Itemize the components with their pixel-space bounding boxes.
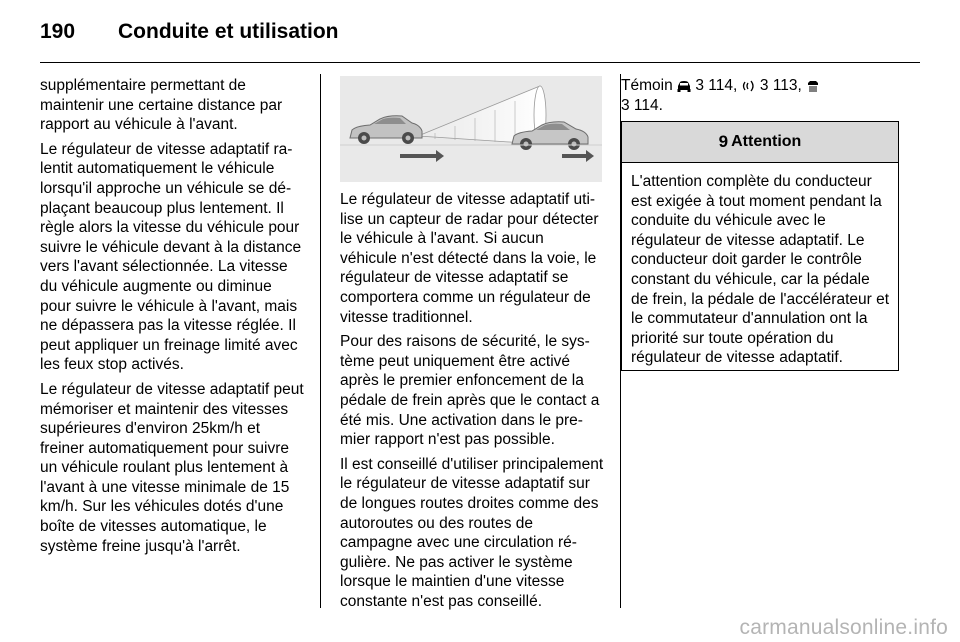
page-reference[interactable]: 114. (629, 96, 663, 114)
watermark: carmanualsonline.info (739, 616, 948, 639)
page-reference[interactable]: 113, (768, 77, 807, 94)
paragraph: Il est conseillé d'utiliser principalement le régulateur de vitesse adaptatif sur de longues routes droites comme des autoroutes ou des routes de campagne avec une circulation régulière. Ne pas activer le système lorsque le maintien d'une vitesse constante n'est pas conseillé. (340, 455, 604, 610)
direction-arrow-icon (562, 150, 594, 162)
column-right (621, 76, 901, 120)
attention-title: Attention (731, 133, 802, 150)
column-divider (320, 74, 321, 608)
attention-header (622, 122, 898, 163)
radar-waves-icon (742, 80, 756, 92)
page-number: 190 (40, 20, 76, 43)
temoin-label: Témoin (621, 77, 673, 94)
paragraph: supplémentaire permettant de maintenir une certaine distance par rapport au véhicule à l'avant. (40, 77, 283, 134)
reference-arrow: 3 (759, 77, 769, 94)
paragraph: Le régulateur de vitesse adaptatif peut mémoriser et maintenir des vitesses supérieures d'environ 25km/h et freiner automatiquement pour suivre un véhicule roulant plus lentement à l'avant à une vitesse minimale de 15 km/h. Sur les véhicules dotés d'une boîte de vitesses automatique, le système freine jusqu'à l'arrêt. (40, 380, 304, 555)
attention-box (621, 121, 899, 371)
column-left (40, 76, 304, 561)
column-middle (340, 190, 604, 616)
own-car-icon (350, 116, 422, 144)
page-header (40, 18, 920, 63)
paragraph: Le régulateur de vitesse adaptatif utilise un capteur de radar pour détecter le véhicule à l'avant. Si aucun véhicule n'est détecté dans la voie, le régulateur de vitesse adaptatif se comportera comme un régulateur de vitesse traditionnel. (340, 191, 599, 326)
warning-icon: 9 (718, 132, 729, 151)
reference-arrow: 3 (695, 77, 704, 94)
acc-radar-illustration (340, 76, 602, 182)
reference-arrow: 3 (621, 96, 630, 114)
direction-arrow-icon (400, 150, 444, 162)
section-title: Conduite et utilisation (118, 20, 339, 43)
car-front-icon (677, 80, 691, 92)
indicator-reference (621, 76, 901, 115)
illustration-svg (340, 76, 602, 182)
page-reference[interactable]: 114, (703, 77, 742, 94)
paragraph: Pour des raisons de sécurité, le système peut uniquement être activé après le premier enfoncement de la pédale de frein après que le contact a été mis. Une activation dans le premier rapport n'est pas possible. (340, 333, 600, 449)
paragraph: Le régulateur de vitesse adaptatif ralentit automatiquement le véhicule lorsqu'il approche un véhicule se déplaçant beaucoup plus lentement. Il règle alors la vitesse du véhicule pour suivre le véhicule devant à la distance vers l'avant sélectionnée. La vitesse du véhicule augmente ou diminue pour suivre le véhicule à l'avant, mais ne dépassera pas la vitesse réglée. Il peut appliquer un freinage limité avec les feux stop activés. (40, 140, 302, 374)
car-distance-icon (806, 80, 820, 92)
attention-body: L'attention complète du conducteur est exigée à tout moment pendant la conduite du véhicule avec le régulateur de vitesse adaptatif. Le conducteur doit garder le contrôle constant du véhicule, car la pédale de frein, la pédale de l'accélérateur et le commutateur d'annulation ont la priorité sur toute opération du régulateur de vitesse adaptatif. (631, 173, 890, 367)
